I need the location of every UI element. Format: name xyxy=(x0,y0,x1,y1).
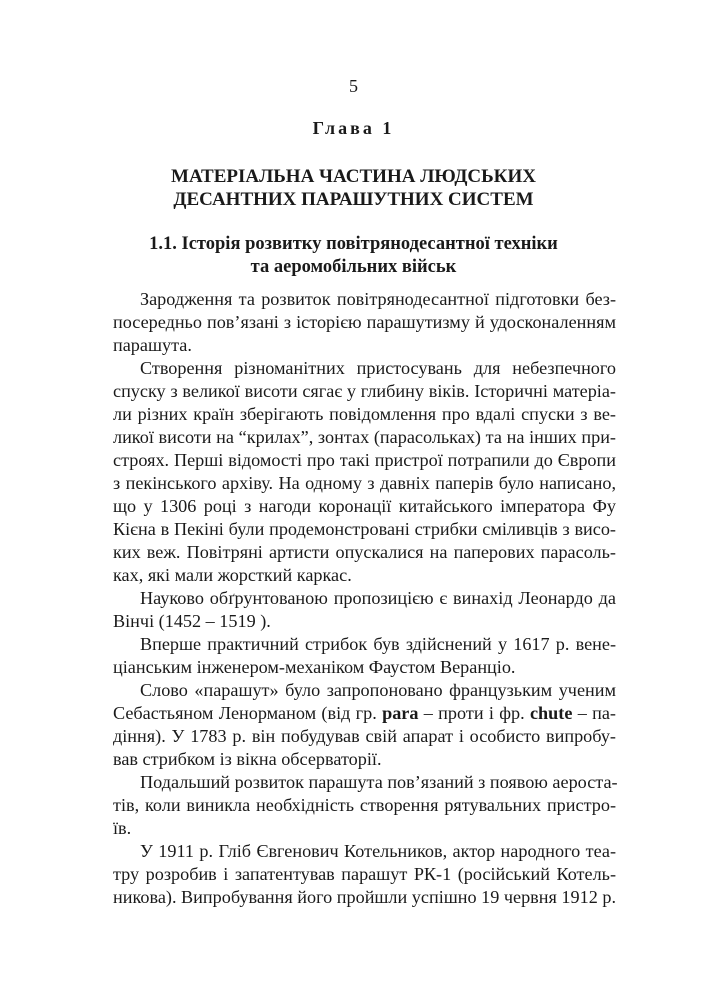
section-heading-line: 1.1. Історія розвитку повітрянодесантної техніки xyxy=(149,234,558,254)
text-segment: – па- xyxy=(572,703,616,723)
section-heading-line: та аеромобільних військ xyxy=(250,257,457,277)
chapter-title-line: ДЕСАНТНИХ ПАРАШУТНИХ СИСТЕМ xyxy=(173,189,534,210)
text-line: Кієна в Пекіні були продемонстровані стрибки сміливців з висо- xyxy=(113,519,616,539)
chapter-title-line: МАТЕРІАЛЬНА ЧАСТИНА ЛЮДСЬКИХ xyxy=(171,166,536,187)
text-line: їв. xyxy=(113,818,132,838)
text-line: никова). Випробування його пройшли успішно 19 червня 1912 р. xyxy=(113,887,616,907)
paragraph xyxy=(113,587,616,633)
text-segment: – проти і фр. xyxy=(418,703,530,723)
text-line: Створення різноманітних пристосувань для небезпечного xyxy=(140,358,616,378)
text-line: У 1911 р. Гліб Євгенович Котельников, актор народного теа- xyxy=(140,841,616,861)
text-line: Подальший розвиток парашута пов’язаний з появою аероста- xyxy=(140,772,618,792)
text-line: Вінчі (1452 – 1519 ). xyxy=(113,611,271,631)
text-line: вав стрибком із вікна обсерваторії. xyxy=(113,749,382,769)
paragraph xyxy=(113,679,616,771)
text-line xyxy=(113,702,616,725)
text-line: з пекінського архіву. На одному з давніх паперів було написано, xyxy=(113,473,616,493)
text-line: ціанським інженером-механіком Фаустом Веранціо. xyxy=(113,657,516,677)
text-line: Зародження та розвиток повітрянодесантної підготовки без- xyxy=(140,289,616,309)
text-line: строях. Перші відомості про такі пристрої потрапили до Європи xyxy=(113,450,616,470)
text-line: тів, коли виникла необхідність створення рятувальних пристро- xyxy=(113,795,616,815)
body-text xyxy=(113,288,616,909)
text-line: Науково обґрунтованою пропозицією є винахід Леонардо да xyxy=(140,588,616,608)
paragraph xyxy=(113,771,616,840)
paragraph xyxy=(113,840,616,909)
text-line: Слово «парашут» було запропоновано французьким ученим xyxy=(140,680,616,700)
paragraph xyxy=(113,633,616,679)
text-line: що у 1306 році з нагоди коронації китайського імператора Фу xyxy=(113,496,616,516)
text-line: ках, які мали жорсткий каркас. xyxy=(113,565,352,585)
text-line: діння). У 1783 р. він побудував свій апарат і особисто випробу- xyxy=(113,726,616,746)
paragraph xyxy=(113,357,616,587)
section-heading xyxy=(0,233,707,279)
bold-term: para xyxy=(382,703,419,723)
text-line: посередньо пов’язані з історією парашутизму й удосконаленням xyxy=(113,312,616,332)
text-line: Вперше практичний стрибок був здійснений у 1617 р. вене- xyxy=(140,634,616,654)
paragraph xyxy=(113,288,616,357)
text-segment: Себастьяном Ленорманом (від гр. xyxy=(113,703,383,723)
page-number: 5 xyxy=(349,76,358,96)
chapter-heading: Глава 1 xyxy=(312,118,395,138)
text-line: парашута. xyxy=(113,335,192,355)
text-line: ли різних країн зберігають повідомлення про вдалі спуски з ве- xyxy=(113,404,616,424)
text-line: ких веж. Повітряні артисти опускалися на паперових парасоль- xyxy=(113,542,616,562)
text-line: тру розробив і запатентував парашут РК-1 (російський Котель- xyxy=(113,864,616,884)
bold-term: chute xyxy=(529,703,573,723)
chapter-title xyxy=(0,165,707,211)
text-line: спуску з великої висоти сягає у глибину віків. Історичні матеріа- xyxy=(113,381,616,401)
text-line: ликої висоти на “крилах”, зонтах (парасольках) та на інших при- xyxy=(113,427,616,447)
